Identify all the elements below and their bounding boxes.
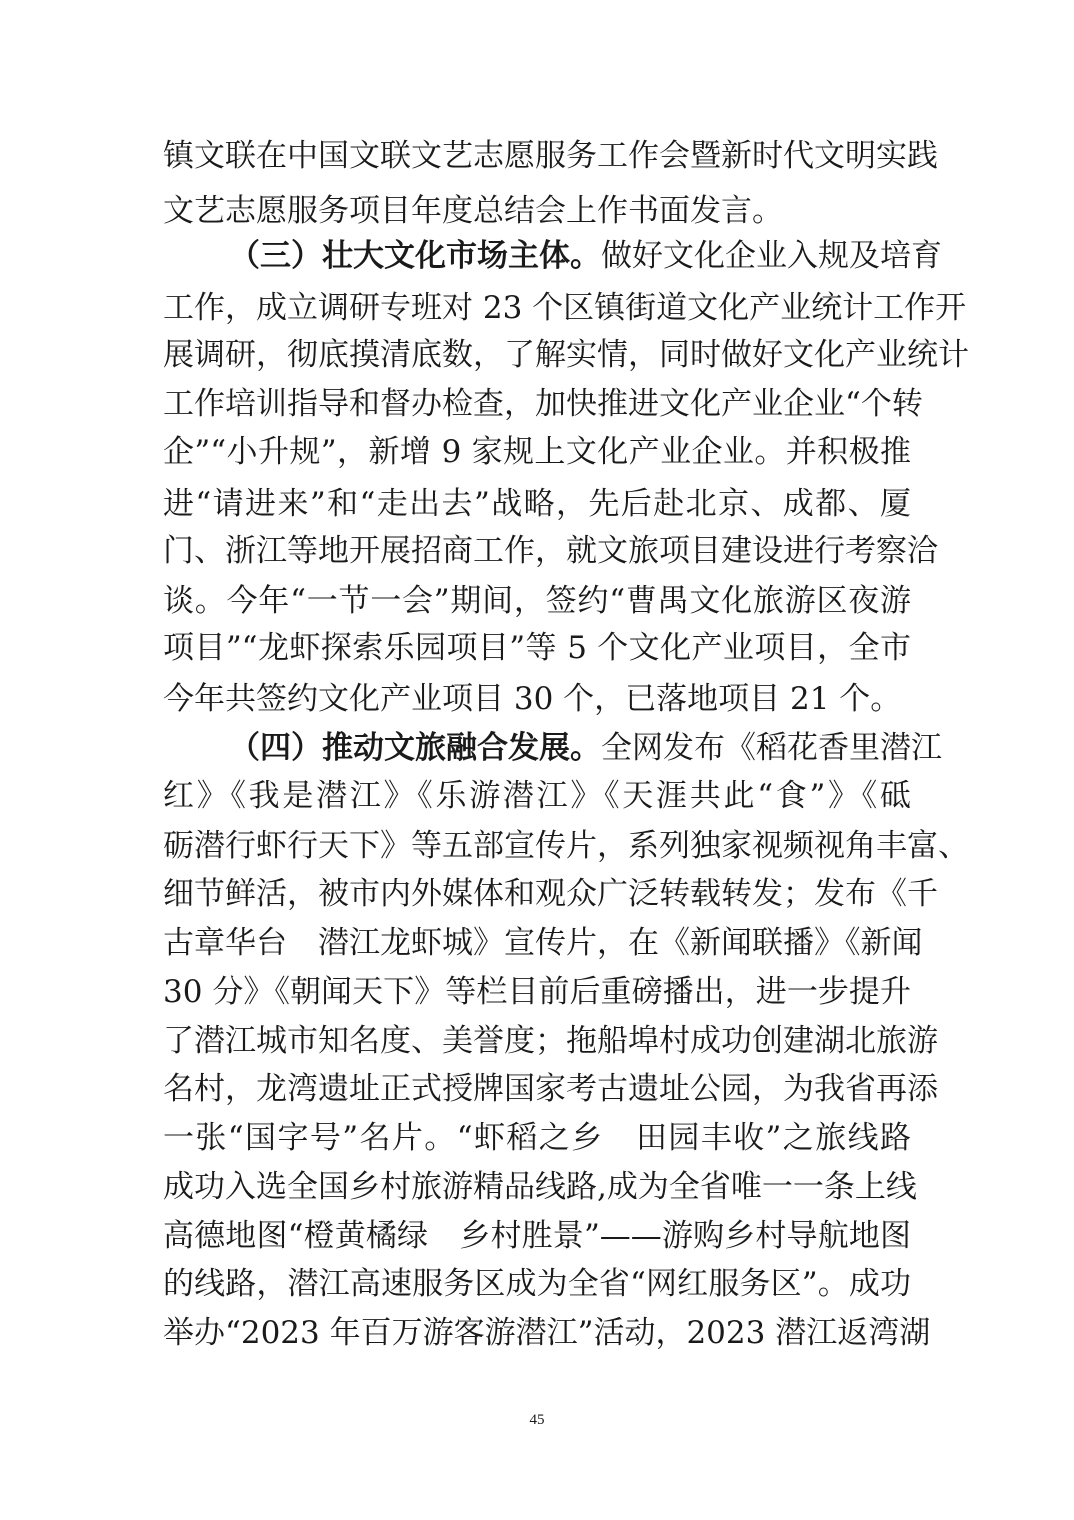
- body-line: 一张“国字号”名片。“虾稻之乡 田园丰收”之旅线路: [163, 1120, 911, 1156]
- body-line: 展调研，彻底摸清底数，了解实情，同时做好文化产业统计: [163, 337, 969, 373]
- section-heading-line: [229, 230, 942, 282]
- body-line: 古章华台 潜江龙虾城》宣传片，在《新闻联播》《新闻: [163, 925, 923, 961]
- body-line: 工作，成立调研专班对 23 个区镇街道文化产业统计工作开: [163, 290, 967, 326]
- body-line: 进“请进来”和“走出去”战略，先后赴北京、成都、厦: [163, 486, 911, 522]
- body-line: 砺潜行虾行天下》等五部宣传片，系列独家视频视角丰富、: [163, 828, 969, 864]
- body-line: 谈。今年“一节一会”期间，签约“曹禺文化旅游区夜游: [163, 583, 911, 619]
- section-heading: （四）推动文旅融合发展。: [229, 730, 601, 766]
- body-line: 文艺志愿服务项目年度总结会上作书面发言。: [163, 193, 783, 229]
- section-heading-line: [229, 722, 942, 774]
- body-line: 工作培训指导和督办检查，加快推进文化产业企业“个转: [163, 386, 923, 422]
- body-line: 细节鲜活，被市内外媒体和观众广泛转载转发；发布《千: [163, 876, 938, 912]
- body-line: 门、浙江等地开展招商工作，就文旅项目建设进行考察洽: [163, 533, 938, 569]
- body-line: 今年共签约文化产业项目 30 个，已落地项目 21 个。: [163, 681, 902, 717]
- body-line: 项目”“龙虾探索乐园项目”等 5 个文化产业项目，全市: [163, 630, 911, 666]
- section-heading: （三）壮大文化市场主体。: [229, 238, 601, 274]
- body-line: 高德地图“橙黄橘绿 乡村胜景”——游购乡村导航地图: [163, 1218, 911, 1254]
- body-line: 企”“小升规”，新增 9 家规上文化产业企业。并积极推: [163, 434, 911, 470]
- body-line: 镇文联在中国文联文艺志愿服务工作会暨新时代文明实践: [163, 138, 938, 174]
- body-line: 成功入选全国乡村旅游精品线路,成为全省唯一一条上线: [163, 1169, 917, 1205]
- body-line: 了潜江城市知名度、美誉度；拖船埠村成功创建湖北旅游: [163, 1023, 938, 1059]
- page-number: 45: [529, 1412, 545, 1428]
- body-line: 的线路，潜江高速服务区成为全省“网红服务区”。成功: [163, 1266, 911, 1302]
- body-line: 红》《我是潜江》《乐游潜江》《天涯共此“食”》《砥: [163, 778, 911, 814]
- body-text: 做好文化企业入规及培育: [601, 238, 942, 274]
- body-line: 30 分》《朝闻天下》等栏目前后重磅播出，进一步提升: [163, 974, 911, 1010]
- body-text: 全网发布《稻花香里潜江: [601, 730, 942, 766]
- body-line: 名村，龙湾遗址正式授牌国家考古遗址公园，为我省再添: [163, 1071, 938, 1107]
- body-line: 举办“2023 年百万游客游潜江”活动，2023 潜江返湾湖: [163, 1315, 931, 1351]
